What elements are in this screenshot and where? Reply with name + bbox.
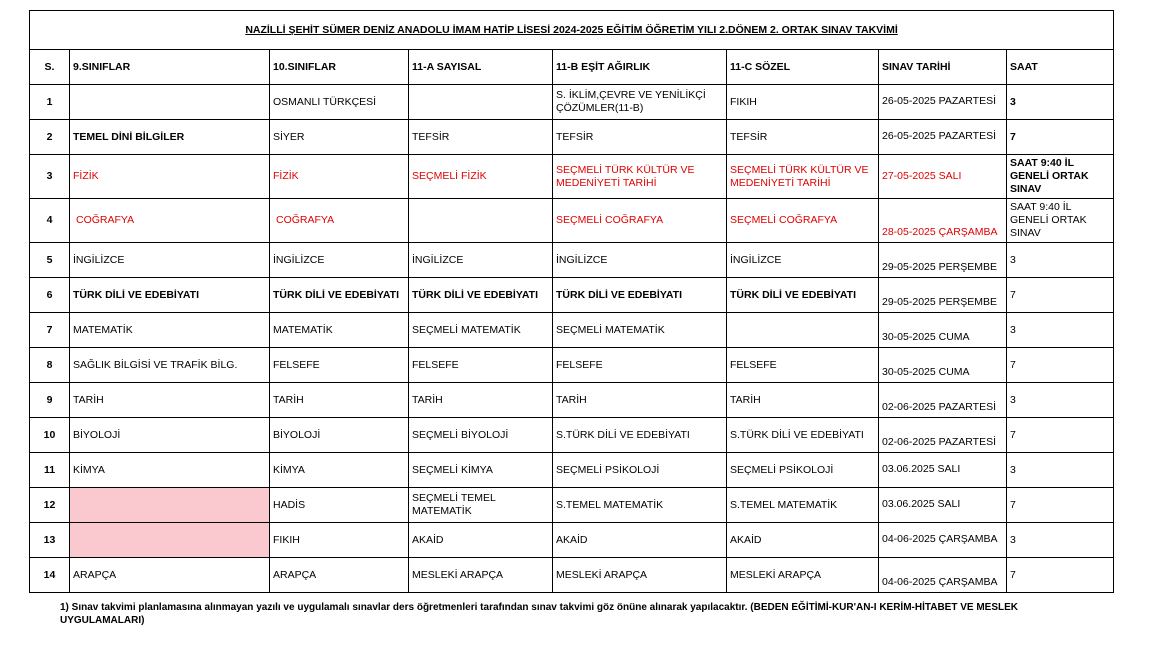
cell-11a: SEÇMELİ TEMEL MATEMATİK xyxy=(409,488,553,523)
cell-11c: SEÇMELİ PSİKOLOJİ xyxy=(727,453,879,488)
cell-11b: S.TEMEL MATEMATİK xyxy=(553,488,727,523)
row-number: 10 xyxy=(30,418,70,453)
cell-11a: SEÇMELİ MATEMATİK xyxy=(409,313,553,348)
row-number: 7 xyxy=(30,313,70,348)
title-row xyxy=(30,11,1114,50)
cell-time: 7 xyxy=(1007,558,1114,593)
cell-grade-10: TARİH xyxy=(270,383,409,418)
row-number: 8 xyxy=(30,348,70,383)
cell-date: 28-05-2025 ÇARŞAMBA xyxy=(879,199,1007,243)
cell-11c: SEÇMELİ COĞRAFYA xyxy=(727,199,879,243)
cell-11c: AKAİD xyxy=(727,523,879,558)
cell-date: 30-05-2025 CUMA xyxy=(879,313,1007,348)
cell-11c xyxy=(727,313,879,348)
cell-date: 03.06.2025 SALI xyxy=(879,488,1007,523)
cell-11c: FELSEFE xyxy=(727,348,879,383)
table-row xyxy=(30,199,1114,243)
row-number: 6 xyxy=(30,278,70,313)
cell-11b: TEFSİR xyxy=(553,120,727,155)
row-number: 4 xyxy=(30,199,70,243)
cell-time: SAAT 9:40 İL GENELİ ORTAK SINAV xyxy=(1007,155,1114,199)
cell-date: 29-05-2025 PERŞEMBE xyxy=(879,243,1007,278)
table-row xyxy=(30,523,1114,558)
cell-grade-9 xyxy=(70,85,270,120)
row-number: 14 xyxy=(30,558,70,593)
cell-grade-10: TÜRK DİLİ VE EDEBİYATI xyxy=(270,278,409,313)
cell-11c: SEÇMELİ TÜRK KÜLTÜR VE MEDENİYETİ TARİHİ xyxy=(727,155,879,199)
cell-11b: S. İKLİM,ÇEVRE VE YENİLİKÇİ ÇÖZÜMLER(11-B) xyxy=(553,85,727,120)
cell-11b: İNGİLİZCE xyxy=(553,243,727,278)
row-number: 12 xyxy=(30,488,70,523)
cell-time: 7 xyxy=(1007,418,1114,453)
row-number: 9 xyxy=(30,383,70,418)
cell-11a: AKAİD xyxy=(409,523,553,558)
cell-date: 26-05-2025 PAZARTESİ xyxy=(879,85,1007,120)
table-row xyxy=(30,383,1114,418)
schedule-title: NAZİLLİ ŞEHİT SÜMER DENİZ ANADOLU İMAM HATİP LİSESİ 2024-2025 EĞİTİM ÖĞRETİM YILI 2.DÖNEM 2. ORTAK SINAV TAKVİMİ xyxy=(30,11,1114,50)
row-number: 13 xyxy=(30,523,70,558)
cell-grade-10: FELSEFE xyxy=(270,348,409,383)
cell-11b: S.TÜRK DİLİ VE EDEBİYATI xyxy=(553,418,727,453)
cell-time: 3 xyxy=(1007,243,1114,278)
cell-11a: SEÇMELİ KİMYA xyxy=(409,453,553,488)
table-row xyxy=(30,558,1114,593)
cell-11b: FELSEFE xyxy=(553,348,727,383)
cell-grade-9: TEMEL DİNİ BİLGİLER xyxy=(70,120,270,155)
cell-11c: FIKIH xyxy=(727,85,879,120)
table-row xyxy=(30,453,1114,488)
header-grade-10: 10.SINIFLAR xyxy=(270,50,409,85)
footnote: 1) Sınav takvimi planlamasına alınmayan yazılı ve uygulamalı sınavlar ders öğretmenleri tarafından sınav takvimi göz önüne alınarak yapılacaktır. (BEDEN EĞİTİMİ-KUR'AN-I KERİM-HİTABET VE MESLEK UYGULAMALARI) xyxy=(60,602,1019,626)
cell-11a: İNGİLİZCE xyxy=(409,243,553,278)
cell-time: 7 xyxy=(1007,348,1114,383)
cell-date: 29-05-2025 PERŞEMBE xyxy=(879,278,1007,313)
cell-date: 30-05-2025 CUMA xyxy=(879,348,1007,383)
cell-date: 04-06-2025 ÇARŞAMBA xyxy=(879,523,1007,558)
cell-11a: SEÇMELİ FİZİK xyxy=(409,155,553,199)
cell-grade-10: HADİS xyxy=(270,488,409,523)
cell-11a: TEFSİR xyxy=(409,120,553,155)
cell-11a: FELSEFE xyxy=(409,348,553,383)
header-11b: 11-B EŞİT AĞIRLIK xyxy=(553,50,727,85)
cell-grade-9: COĞRAFYA xyxy=(70,199,270,243)
cell-grade-9: MATEMATİK xyxy=(70,313,270,348)
header-row xyxy=(30,50,1114,85)
cell-11a: TÜRK DİLİ VE EDEBİYATI xyxy=(409,278,553,313)
row-number: 2 xyxy=(30,120,70,155)
exam-schedule-sheet xyxy=(29,10,1113,593)
cell-11c: MESLEKİ ARAPÇA xyxy=(727,558,879,593)
cell-11a: SEÇMELİ BİYOLOJİ xyxy=(409,418,553,453)
cell-11b: SEÇMELİ MATEMATİK xyxy=(553,313,727,348)
cell-grade-10: İNGİLİZCE xyxy=(270,243,409,278)
cell-11b: SEÇMELİ COĞRAFYA xyxy=(553,199,727,243)
cell-11c: TÜRK DİLİ VE EDEBİYATI xyxy=(727,278,879,313)
table-row xyxy=(30,120,1114,155)
cell-time: 3 xyxy=(1007,453,1114,488)
cell-11c: TEFSİR xyxy=(727,120,879,155)
header-11a: 11-A SAYISAL xyxy=(409,50,553,85)
table-row xyxy=(30,85,1114,120)
cell-time: 3 xyxy=(1007,85,1114,120)
header-grade-9: 9.SINIFLAR xyxy=(70,50,270,85)
cell-date: 27-05-2025 SALI xyxy=(879,155,1007,199)
cell-grade-10: ARAPÇA xyxy=(270,558,409,593)
header-exam-date: SINAV TARİHİ xyxy=(879,50,1007,85)
cell-grade-10: SİYER xyxy=(270,120,409,155)
cell-grade-9: SAĞLIK BİLGİSİ VE TRAFİK BİLG. xyxy=(70,348,270,383)
cell-grade-10: OSMANLI TÜRKÇESİ xyxy=(270,85,409,120)
cell-11b: TÜRK DİLİ VE EDEBİYATI xyxy=(553,278,727,313)
header-time: SAAT xyxy=(1007,50,1114,85)
cell-11c: S.TEMEL MATEMATİK xyxy=(727,488,879,523)
exam-schedule-table xyxy=(29,10,1114,593)
cell-11c: S.TÜRK DİLİ VE EDEBİYATI xyxy=(727,418,879,453)
cell-time: SAAT 9:40 İL GENELİ ORTAK SINAV xyxy=(1007,199,1114,243)
cell-11b: TARİH xyxy=(553,383,727,418)
row-number: 5 xyxy=(30,243,70,278)
cell-grade-9 xyxy=(70,523,270,558)
cell-grade-9: FİZİK xyxy=(70,155,270,199)
cell-11a xyxy=(409,199,553,243)
table-row xyxy=(30,155,1114,199)
table-row xyxy=(30,278,1114,313)
table-row xyxy=(30,313,1114,348)
cell-grade-10: COĞRAFYA xyxy=(270,199,409,243)
table-row xyxy=(30,488,1114,523)
row-number: 3 xyxy=(30,155,70,199)
cell-time: 7 xyxy=(1007,120,1114,155)
header-11c: 11-C SÖZEL xyxy=(727,50,879,85)
cell-grade-10: KİMYA xyxy=(270,453,409,488)
cell-time: 7 xyxy=(1007,278,1114,313)
cell-11c: İNGİLİZCE xyxy=(727,243,879,278)
cell-date: 26-05-2025 PAZARTESİ xyxy=(879,120,1007,155)
cell-11a xyxy=(409,85,553,120)
cell-grade-10: FİZİK xyxy=(270,155,409,199)
row-number: 11 xyxy=(30,453,70,488)
cell-grade-9: İNGİLİZCE xyxy=(70,243,270,278)
cell-grade-9 xyxy=(70,488,270,523)
cell-grade-9: BİYOLOJİ xyxy=(70,418,270,453)
cell-11b: AKAİD xyxy=(553,523,727,558)
cell-11c: TARİH xyxy=(727,383,879,418)
cell-grade-9: ARAPÇA xyxy=(70,558,270,593)
cell-time: 7 xyxy=(1007,488,1114,523)
cell-11a: TARİH xyxy=(409,383,553,418)
cell-grade-10: MATEMATİK xyxy=(270,313,409,348)
table-row xyxy=(30,243,1114,278)
cell-date: 02-06-2025 PAZARTESİ xyxy=(879,418,1007,453)
cell-date: 02-06-2025 PAZARTESİ xyxy=(879,383,1007,418)
cell-grade-9: TÜRK DİLİ VE EDEBİYATI xyxy=(70,278,270,313)
cell-time: 3 xyxy=(1007,383,1114,418)
cell-11b: SEÇMELİ TÜRK KÜLTÜR VE MEDENİYETİ TARİHİ xyxy=(553,155,727,199)
cell-grade-9: TARİH xyxy=(70,383,270,418)
cell-grade-9: KİMYA xyxy=(70,453,270,488)
cell-date: 03.06.2025 SALI xyxy=(879,453,1007,488)
table-row xyxy=(30,418,1114,453)
cell-time: 3 xyxy=(1007,523,1114,558)
cell-date: 04-06-2025 ÇARŞAMBA xyxy=(879,558,1007,593)
cell-time: 3 xyxy=(1007,313,1114,348)
table-row xyxy=(30,348,1114,383)
cell-grade-10: FIKIH xyxy=(270,523,409,558)
cell-11a: MESLEKİ ARAPÇA xyxy=(409,558,553,593)
cell-11b: MESLEKİ ARAPÇA xyxy=(553,558,727,593)
header-no: S. xyxy=(30,50,70,85)
row-number: 1 xyxy=(30,85,70,120)
cell-11b: SEÇMELİ PSİKOLOJİ xyxy=(553,453,727,488)
cell-grade-10: BİYOLOJİ xyxy=(270,418,409,453)
